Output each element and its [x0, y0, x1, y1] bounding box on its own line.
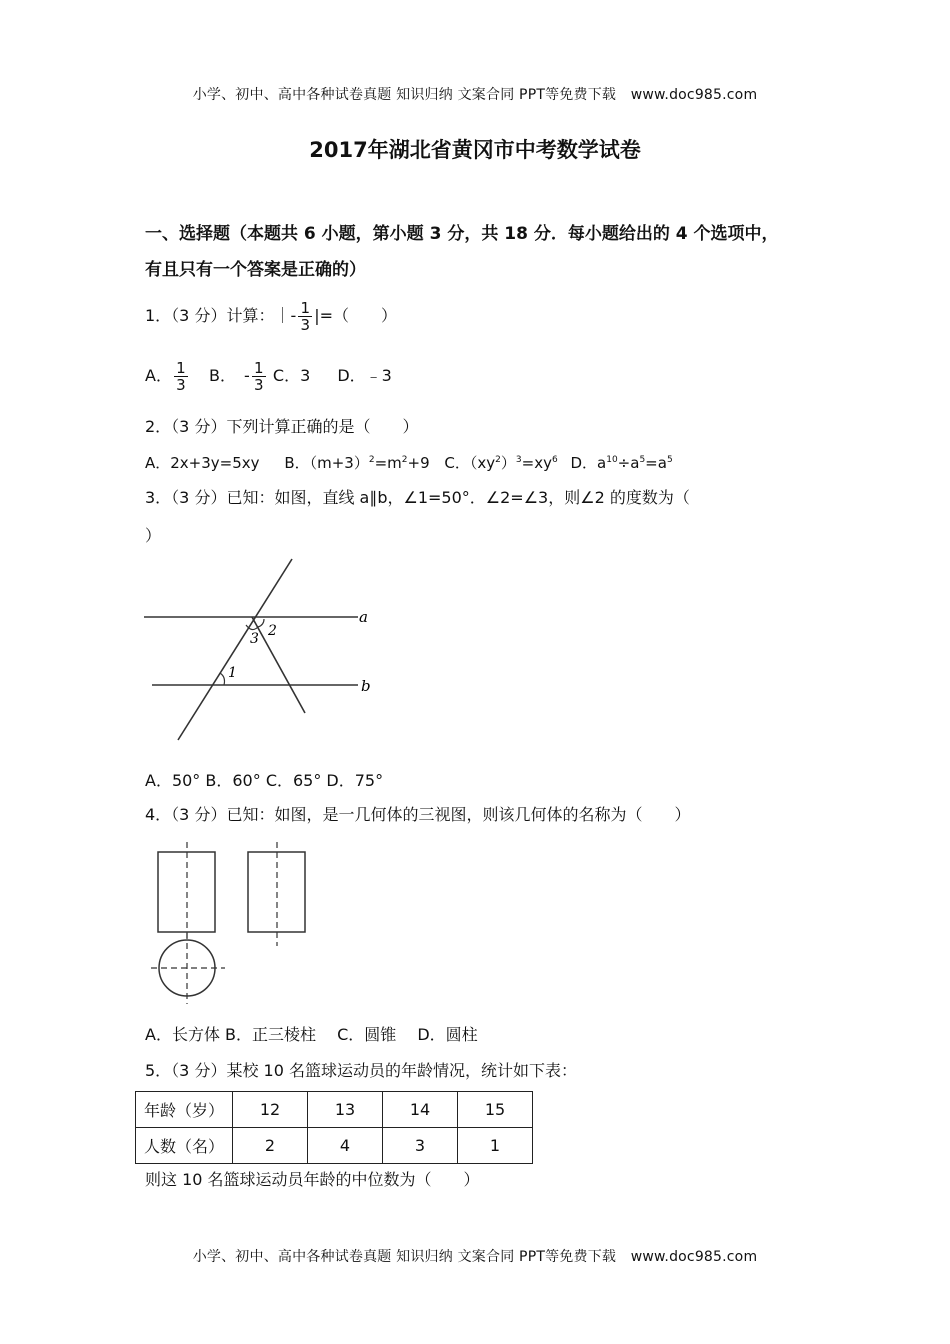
q1-opt-b-den: 3 [254, 376, 264, 394]
question-3-options: A．50° B．60° C．65° D．75° [145, 771, 384, 790]
header-url[interactable]: www.doc985.com [630, 87, 758, 103]
table-cell: 13 [308, 1092, 383, 1128]
q1-option-b-sign: - [244, 366, 250, 385]
section-heading [145, 216, 835, 288]
question-3-stem: 3．（3 分）已知：如图，直线 a∥b，∠1=50°．∠2=∠3，则∠2 的度数为（ [145, 488, 690, 507]
question-4-stem: 4．（3 分）已知：如图，是一几何体的三视图，则该几何体的名称为（ ） [145, 805, 691, 824]
question-3-stem-cont: ） [145, 526, 162, 545]
page-title: 2017年湖北省黄冈市中考数学试卷 [309, 138, 641, 162]
q1-opt-b-num: 1 [254, 359, 264, 377]
label-3: 3 [250, 631, 259, 647]
table-cell: 3 [383, 1128, 458, 1164]
question-5-stem: 5．（3 分）某校 10 名篮球运动员的年龄情况，统计如下表： [145, 1061, 577, 1080]
angle-2-arc [258, 619, 264, 627]
q1-opt-a-num: 1 [176, 359, 186, 377]
footer-url[interactable]: www.doc985.com [630, 1249, 758, 1265]
q1-stem-prefix: 1．（3 分）计算：｜- [145, 306, 297, 325]
table-row [136, 1128, 533, 1164]
label-a: a [359, 608, 368, 626]
angle-1-arc [220, 673, 225, 685]
label-1: 1 [228, 665, 237, 681]
table-cell: 15 [458, 1092, 533, 1128]
table-cell: 14 [383, 1092, 458, 1128]
question-2-options [145, 452, 845, 473]
table-cell: 1 [458, 1128, 533, 1164]
label-b: b [361, 677, 371, 695]
q1-frac-num: 1 [300, 299, 310, 317]
parallel-lines-figure [140, 555, 380, 745]
label-2: 2 [268, 623, 277, 639]
q1-option-a-fraction [174, 360, 188, 393]
q1-option-d: D．﹣3 [337, 366, 392, 385]
q1-option-a-label: A． [145, 366, 172, 385]
table-cell: 4 [308, 1128, 383, 1164]
table-cell: 12 [233, 1092, 308, 1128]
page-footer [0, 1246, 950, 1266]
question-5-question: 则这 10 名篮球运动员年龄的中位数为（ ） [145, 1170, 480, 1189]
section-heading-line2: 有且只有一个答案是正确的） [145, 260, 366, 280]
question-2-stem: 2．（3 分）下列计算正确的是（ ） [145, 417, 419, 436]
table-row [136, 1092, 533, 1128]
q1-option-c: C．3 [272, 366, 311, 385]
section-heading-line1: 一、选择题（本题共 6 小题，第小题 3 分，共 18 分．每小题给出的 4 个选项中， [145, 224, 779, 244]
q2-option-c: C．$(xy^2)^3=xy^6$ [444, 454, 558, 472]
q1-opt-a-den: 3 [176, 376, 186, 394]
table-cell: 年龄（岁） [136, 1092, 233, 1128]
q2-option-d: D．$a^{10}\div a^5=a^5$ [570, 454, 673, 472]
q1-stem-suffix: |=（ ） [314, 306, 398, 325]
q1-option-b-fraction [252, 360, 266, 393]
question-1-stem [145, 300, 845, 333]
age-table [135, 1091, 533, 1164]
table-cell: 2 [233, 1128, 308, 1164]
transversal-2 [252, 617, 305, 713]
header-text: 小学、初中、高中各种试卷真题 知识归纳 文案合同 PPT等免费下载 [192, 87, 617, 103]
q1-fraction [298, 300, 312, 333]
question-1-options [145, 360, 845, 393]
footer-text: 小学、初中、高中各种试卷真题 知识归纳 文案合同 PPT等免费下载 [192, 1249, 617, 1265]
three-view-figure [145, 838, 325, 1006]
q2-option-b: B．$(m+3)^2=m^2+9$ [284, 454, 430, 472]
q2-option-a: A．2x+3y=5xy [145, 454, 260, 472]
q1-frac-den: 3 [300, 316, 310, 334]
page-header [0, 84, 950, 104]
q1-option-b-label: B． [209, 366, 237, 385]
question-4-options: A．长方体 B．正三棱柱 C．圆锥 D．圆柱 [145, 1025, 478, 1044]
table-cell: 人数（名） [136, 1128, 233, 1164]
transversal-1 [178, 559, 292, 740]
